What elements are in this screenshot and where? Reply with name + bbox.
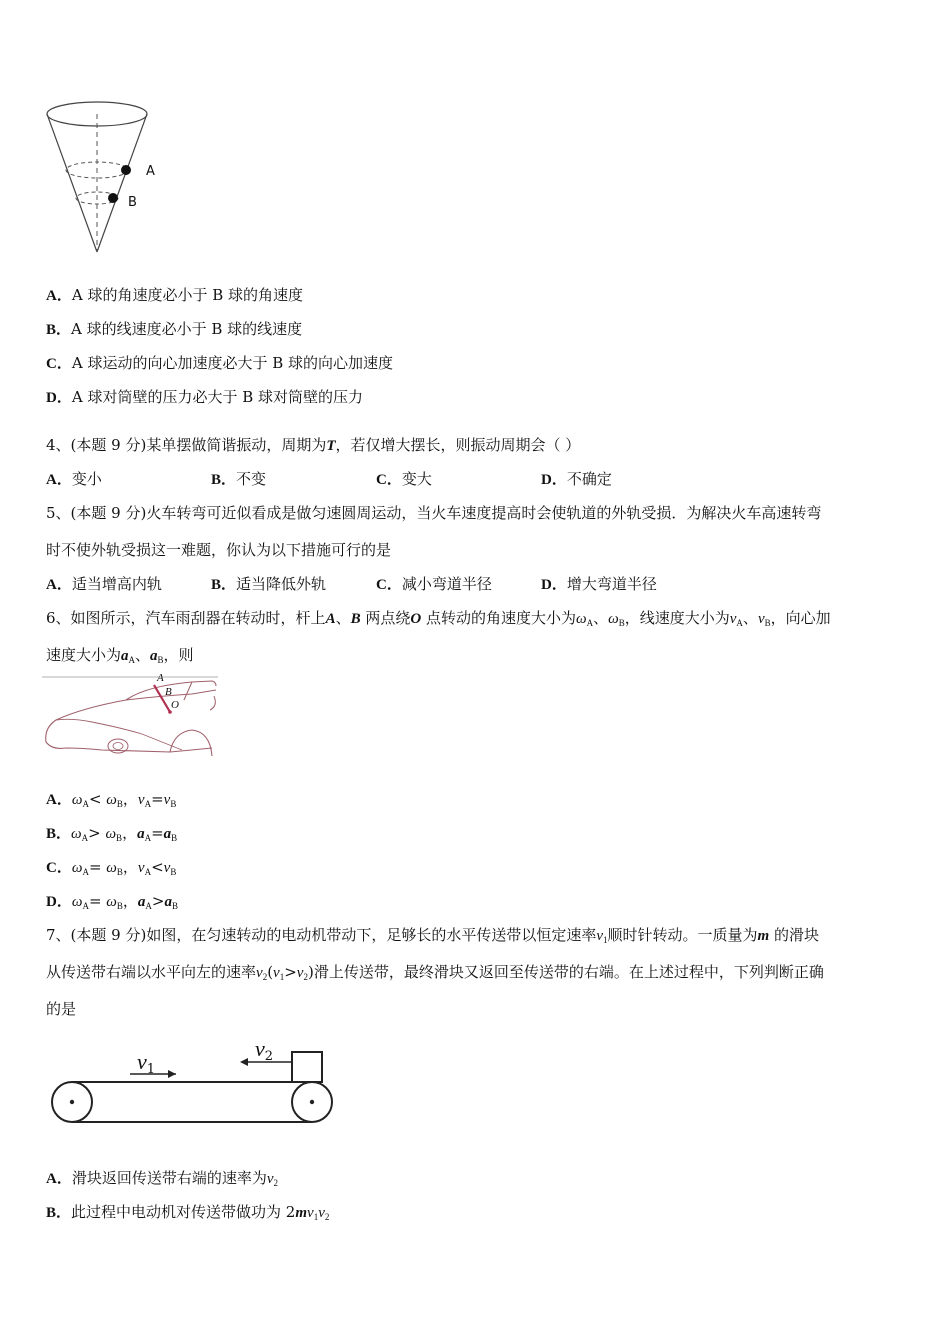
option-text: A 球的线速度必小于 B 球的线速度 (71, 320, 303, 338)
q5-option-c[interactable]: C．减小弯道半径 (376, 575, 492, 593)
q3-option-a[interactable] (46, 285, 303, 306)
option-label: A． (46, 288, 72, 304)
q4-option-d[interactable]: D．不确定 (541, 470, 612, 488)
q5-option-a[interactable]: A．适当增高内轨 (46, 575, 162, 593)
q7-stem-line1: 7、(本题 9 分)如图，在匀速转动的电动机带动下，足够长的水平传送带以恒定速率$v_1$顺时针转动。一质量为m 的滑块 (46, 926, 819, 945)
cone-figure (40, 100, 170, 270)
question-number: 4、 (46, 436, 71, 454)
question-score: (本题 9 分) (70, 436, 147, 454)
question-score: (本题 9 分) (70, 504, 147, 522)
q4-option-b[interactable]: B．不变 (211, 470, 267, 488)
car-label-b: B (165, 686, 172, 698)
q3-option-b[interactable] (46, 319, 302, 340)
q5-stem-line2: 时不使外轨受损这一难题，你认为以下措施可行的是 (46, 541, 392, 559)
q4-option-c[interactable]: C．变大 (376, 470, 432, 488)
option-text: A 球运动的向心加速度必大于 B 球的向心加速度 (71, 354, 394, 372)
q7-stem-line2: 从传送带右端以水平向左的速率$v_2(v_1>v_2)$滑上传送带，最终滑块又返回至传送带的右端。在上述过程中，下列判断正确 (46, 963, 824, 982)
car-label-a: A (157, 672, 164, 684)
q6-stem-line2: 速度大小为$a_A$、$a_B$，则 (46, 646, 194, 665)
q5-stem-line1: 5、(本题 9 分)火车转弯可近似看成是做匀速圆周运动，当火车速度提高时会使轨道的外轨受损．为解决火车高速转弯 (46, 504, 822, 522)
q5-option-b[interactable]: B．适当降低外轨 (211, 575, 327, 593)
q6-option-d[interactable]: D．$\omega_A= \omega_B$，$a_A>a_B$ (46, 892, 178, 911)
q4-stem: 4、(本题 9 分)某单摆做简谐振动，周期为T，若仅增大摆长，则振动周期会（ ） (46, 436, 581, 454)
velocity-label-v1: v1 (137, 1049, 156, 1077)
option-label: B． (46, 322, 72, 338)
q6-option-a[interactable]: A．$\omega_A< \omega_B$，$v_A=v_B$ (46, 790, 177, 809)
option-text: A 球的角速度必小于 B 球的角速度 (71, 286, 304, 304)
car-label-o: O (171, 699, 179, 711)
conveyor-belt-figure (48, 1040, 348, 1140)
option-label: C． (46, 356, 72, 372)
cone-label-a: A (146, 164, 155, 179)
q3-option-d[interactable] (46, 387, 363, 408)
var-t: T (326, 438, 336, 454)
q6-option-b[interactable]: B．$\omega_A> \omega_B$，$a_A=a_B$ (46, 824, 178, 843)
q4-option-a[interactable]: A．变小 (46, 470, 102, 488)
option-label: D． (46, 390, 72, 406)
q5-option-d[interactable]: D．增大弯道半径 (541, 575, 657, 593)
car-wiper-figure (42, 676, 218, 760)
cone-label-b: B (128, 195, 137, 210)
q7-option-b[interactable]: B．此过程中电动机对传送带做功为 $2mv_1v_2$ (46, 1203, 330, 1222)
q7-stem-line3: 的是 (46, 1000, 77, 1018)
velocity-label-v2: v2 (255, 1036, 274, 1064)
q6-stem-line1: 6、如图所示，汽车雨刮器在转动时，杆上A、B 两点绕O 点转动的角速度大小为$\omega_A$、$\omega_B$，线速度大小为$v_A$、$v_B$，向心加 (46, 609, 831, 628)
question-number: 5、 (46, 504, 71, 522)
q6-option-c[interactable]: C．$\omega_A= \omega_B$，$v_A<v_B$ (46, 858, 177, 877)
q7-option-a[interactable]: A．滑块返回传送带右端的速率为$v_2$ (46, 1169, 279, 1188)
option-text: A 球对筒壁的压力必大于 B 球对筒壁的压力 (71, 388, 364, 406)
q3-option-c[interactable] (46, 353, 393, 374)
